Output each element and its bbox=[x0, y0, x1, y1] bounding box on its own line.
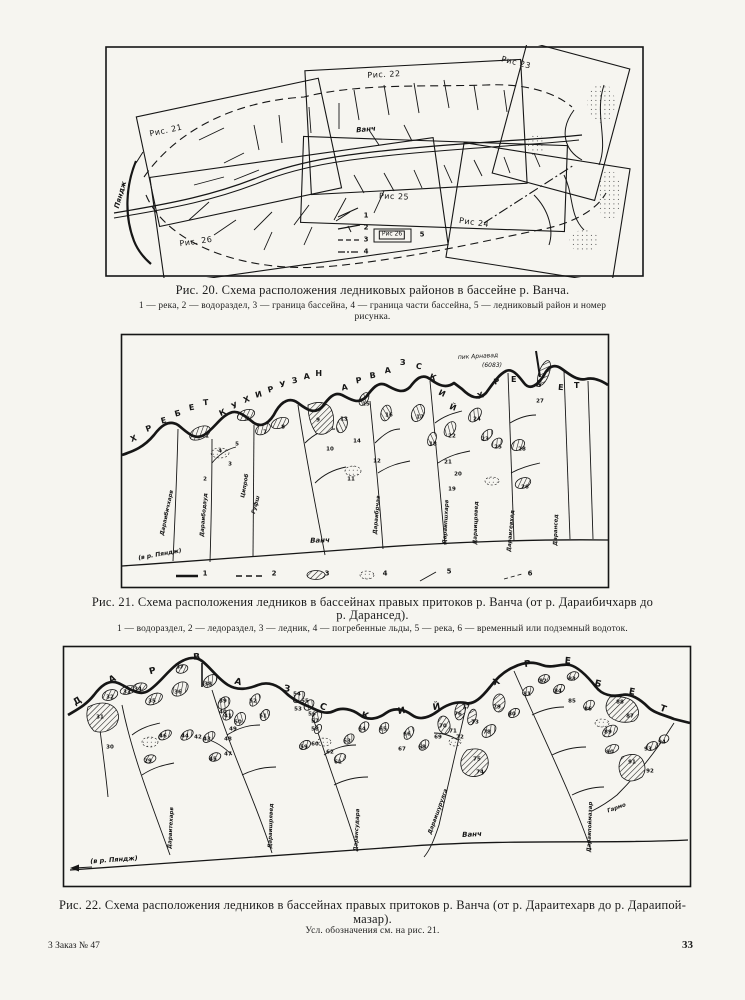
map-label: 1 bbox=[202, 569, 208, 578]
map-label: 3 bbox=[363, 235, 369, 244]
glacier-number: 72 bbox=[456, 734, 464, 741]
map-label: Т bbox=[202, 397, 210, 408]
map-label: Т bbox=[658, 703, 669, 716]
glacier-number: 17 bbox=[416, 414, 424, 421]
glacier-number: 80 bbox=[508, 711, 516, 718]
map-label: Ванч bbox=[355, 124, 377, 135]
map-label: Е bbox=[564, 656, 572, 667]
map-label: Р bbox=[148, 665, 158, 678]
map-label: 1 bbox=[363, 211, 369, 220]
glacier-number: 31 bbox=[96, 714, 104, 721]
glacier-number: 37 bbox=[176, 664, 184, 671]
glacier-number: 39 bbox=[219, 698, 227, 705]
glacier-number: 68 bbox=[418, 744, 426, 751]
map-label: Т bbox=[574, 381, 580, 390]
glacier-number: 48 bbox=[224, 736, 232, 743]
glacier-number: 28 bbox=[518, 446, 526, 453]
glacier-number: 30 bbox=[106, 744, 114, 751]
map-label: Ванч bbox=[461, 829, 483, 840]
glacier-number: 19 bbox=[448, 486, 456, 493]
figure-21-map bbox=[120, 333, 610, 589]
glacier-number: 65 bbox=[379, 726, 387, 733]
map-label: Рис 23 bbox=[500, 54, 532, 71]
figure-21-caption-line1: Рис. 21. Схема расположения ледников в бассейнах правых притоков р. Ванча (от р. Дараибичхарв до bbox=[91, 595, 654, 609]
glacier-number: 71 bbox=[449, 728, 457, 735]
map-label: 2 bbox=[363, 223, 369, 232]
glacier-number: 85 bbox=[568, 698, 576, 705]
map-label: пик Арнавад bbox=[457, 351, 499, 362]
map-label: С bbox=[415, 361, 424, 372]
map-label: Дарансудара bbox=[353, 808, 362, 852]
glacier-number: 83 bbox=[568, 676, 576, 683]
glacier-number: 60 bbox=[311, 741, 319, 748]
glacier-number: 41 bbox=[224, 713, 232, 720]
map-label: Дараибичхарв bbox=[159, 489, 176, 537]
glacier-number: 26 bbox=[521, 484, 529, 491]
map-label: 5 bbox=[419, 230, 425, 239]
glacier-number: 21 bbox=[444, 459, 452, 466]
map-label: Б bbox=[173, 408, 183, 419]
map-label: Х bbox=[476, 390, 486, 401]
glacier-number: 55 bbox=[301, 698, 309, 705]
figure-20-legend-line2: рисунка. bbox=[354, 312, 391, 322]
map-label: Дараипоймазар bbox=[586, 801, 595, 853]
glacier-number: 6 bbox=[246, 416, 250, 423]
glacier-number: 45 bbox=[209, 756, 217, 763]
map-label: Гуфш bbox=[250, 495, 262, 515]
glacier-number: 49 bbox=[229, 726, 237, 733]
glacier-number: 7 bbox=[263, 429, 267, 436]
glacier-number: 40 bbox=[219, 709, 227, 716]
figure-20-caption: Рис. 20. Схема расположения ледниковых районов в бассейне р. Ванча. bbox=[175, 283, 570, 297]
glacier-number: 88 bbox=[616, 699, 624, 706]
glacier-number: 5 bbox=[235, 441, 239, 448]
map-label: 3 bbox=[324, 569, 330, 578]
map-label: Р bbox=[523, 658, 533, 671]
glacier-number: 33 bbox=[123, 689, 131, 696]
map-label: Дараибрчав bbox=[372, 495, 382, 535]
glacier-number: 93 bbox=[644, 746, 652, 753]
map-label: Дараишурулга bbox=[427, 788, 450, 836]
figure-20-map bbox=[104, 45, 645, 278]
map-label: Е bbox=[627, 687, 637, 699]
map-label: А bbox=[233, 676, 244, 689]
map-label: Рис 24 bbox=[458, 215, 490, 230]
glacier-number: 22 bbox=[448, 433, 456, 440]
glacier-number: 69 bbox=[434, 734, 442, 741]
map-label: Дараигевхед bbox=[506, 509, 517, 553]
map-label: У bbox=[229, 400, 240, 412]
glacier-number: 46 bbox=[159, 733, 167, 740]
map-label: (в р. Пяндж) bbox=[137, 547, 183, 562]
map-label: З bbox=[282, 683, 292, 696]
glacier-number: 43 bbox=[203, 736, 211, 743]
map-label: Д bbox=[71, 695, 84, 709]
glacier-number: 82 bbox=[539, 678, 547, 685]
glacier-number: 14 bbox=[353, 438, 361, 445]
map-label: К bbox=[428, 372, 439, 383]
figure-22-map bbox=[62, 645, 692, 888]
map-label: Х bbox=[129, 433, 139, 444]
map-label: Р bbox=[266, 384, 276, 395]
map-label: Дараишрявед bbox=[267, 803, 276, 849]
glacier-number: 70 bbox=[439, 723, 447, 730]
glacier-number: 52 bbox=[249, 698, 257, 705]
figure-22-caption-line1: Рис. 22. Схема расположения ледников в бассейнах правых притоков р. Ванча (от р. Дараитехарв до р. Дараипой- bbox=[58, 898, 687, 912]
map-label: Дарансед bbox=[552, 514, 560, 546]
glacier-number: 56 bbox=[308, 711, 316, 718]
map-label: Пяндж bbox=[112, 180, 129, 210]
map-label: Рис 26 bbox=[379, 231, 405, 240]
map-label: А bbox=[303, 371, 311, 382]
glacier-number: 64 bbox=[358, 726, 366, 733]
map-label: Рис 25 bbox=[378, 191, 410, 202]
map-label: И bbox=[437, 387, 448, 400]
glacier-number: 16 bbox=[385, 412, 393, 419]
map-label: А bbox=[107, 673, 119, 686]
glacier-number: 44 bbox=[181, 733, 189, 740]
map-label: З bbox=[291, 375, 299, 386]
map-label: 4 bbox=[382, 569, 388, 578]
map-label: Е bbox=[159, 415, 168, 426]
glacier-number: 94 bbox=[658, 739, 666, 746]
map-label: Рис. 26 bbox=[178, 234, 213, 249]
map-label: (в р. Пяндж) bbox=[89, 854, 138, 866]
glacier-number: 79 bbox=[493, 704, 501, 711]
glacier-number: 58 bbox=[311, 726, 319, 733]
map-label: В bbox=[369, 370, 377, 381]
glacier-number: 76 bbox=[454, 711, 462, 718]
glacier-number: 91 bbox=[628, 759, 636, 766]
glacier-number: 24 bbox=[473, 416, 481, 423]
glacier-number: 10 bbox=[326, 446, 334, 453]
glacier-number: 81 bbox=[523, 691, 531, 698]
figure-21-caption-line2: р. Дарансед). bbox=[336, 608, 409, 622]
footer-page-number: 33 bbox=[682, 939, 693, 951]
glacier-number: 63 bbox=[343, 738, 351, 745]
glacier-number: 50 bbox=[234, 719, 242, 726]
figure-22-caption-line2: мазар). bbox=[353, 912, 392, 926]
map-label: Й bbox=[432, 701, 442, 714]
glacier-number: 62 bbox=[326, 749, 334, 756]
glacier-number: 23 bbox=[481, 436, 489, 443]
glacier-number: 42 bbox=[194, 734, 202, 741]
map-label: 6 bbox=[527, 569, 533, 578]
glacier-number: 4 bbox=[218, 448, 222, 455]
figure-22-note: Усл. обозначения см. на рис. 21. bbox=[305, 926, 440, 936]
glacier-number: 13 bbox=[340, 416, 348, 423]
map-label: Р bbox=[144, 423, 154, 434]
glacier-number: 59 bbox=[300, 744, 308, 751]
glacier-number: 86 bbox=[584, 706, 592, 713]
map-label: К bbox=[217, 406, 228, 419]
map-label: Дараибодауд bbox=[199, 492, 210, 538]
map-label: Х bbox=[491, 676, 502, 689]
figure-20-drawing bbox=[104, 45, 645, 278]
glacier-number: 89 bbox=[604, 729, 612, 736]
glacier-number: 77 bbox=[462, 704, 470, 711]
glacier-number: 35 bbox=[148, 698, 156, 705]
map-label: Гармо bbox=[606, 802, 627, 815]
glacier-number: 34 bbox=[134, 686, 142, 693]
glacier-number: 92 bbox=[646, 768, 654, 775]
map-label: Рис. 22 bbox=[367, 69, 401, 80]
glacier-number: 1 bbox=[205, 433, 209, 440]
map-label: З bbox=[399, 358, 407, 367]
map-label: 5 bbox=[446, 567, 452, 576]
map-label: 2 bbox=[271, 569, 277, 578]
map-label: Е bbox=[188, 402, 196, 413]
glacier-number: 11 bbox=[347, 476, 355, 483]
glacier-number: 27 bbox=[536, 398, 544, 405]
glacier-number: 9 bbox=[316, 417, 320, 424]
footer-order-number: 3 Заказ № 47 bbox=[48, 941, 100, 951]
map-label: Рис. 21 bbox=[148, 122, 184, 139]
map-label: 4 bbox=[363, 247, 369, 256]
map-label: Х bbox=[242, 394, 252, 405]
glacier-number: 54 bbox=[293, 691, 301, 698]
glacier-number: 61 bbox=[334, 759, 342, 766]
map-label: И bbox=[254, 389, 264, 400]
map-label: (6083) bbox=[482, 362, 502, 369]
glacier-number: 84 bbox=[554, 688, 562, 695]
glacier-number: 18 bbox=[429, 441, 437, 448]
map-label: К bbox=[360, 710, 371, 723]
map-label: С bbox=[318, 701, 329, 714]
glacier-number: 73 bbox=[471, 719, 479, 726]
glacier-number: 8 bbox=[281, 424, 285, 431]
glacier-number: 53 bbox=[294, 706, 302, 713]
map-label: А bbox=[340, 382, 349, 393]
map-label: Ципроб bbox=[240, 473, 251, 499]
map-label: Дараипшхарв bbox=[442, 499, 451, 545]
glacier-number: 2 bbox=[203, 476, 207, 483]
map-label: У bbox=[278, 379, 287, 390]
glacier-number: 36 bbox=[174, 689, 182, 696]
map-label: Й bbox=[448, 402, 459, 413]
figure-20-legend-line1: 1 — река, 2 — водораздел, 3 — граница бассейна, 4 — граница части бассейна, 5 — ледниковый район и номер bbox=[138, 301, 607, 311]
glacier-number: 38 bbox=[204, 681, 212, 688]
figure-21-legend: 1 — водораздел, 2 — ледораздел, 3 — ледник, 4 — погребенные льды, 5 — река, 6 — временный или подземный водоток. bbox=[117, 624, 628, 634]
map-label: Е bbox=[511, 375, 517, 384]
figure-21-drawing bbox=[120, 333, 610, 589]
glacier-number: 29 bbox=[144, 758, 152, 765]
figure-22-drawing bbox=[62, 645, 692, 888]
glacier-number: 15 bbox=[362, 401, 370, 408]
glacier-number: 75 bbox=[473, 756, 481, 763]
glacier-number: 87 bbox=[626, 713, 634, 720]
glacier-number: 47 bbox=[224, 751, 232, 758]
map-label: Ванч bbox=[309, 536, 330, 545]
glacier-number: 3 bbox=[228, 461, 232, 468]
map-label: Б bbox=[535, 379, 544, 390]
map-label: И bbox=[397, 705, 407, 718]
map-label: Дараитехарв bbox=[167, 806, 176, 849]
map-label: В bbox=[192, 652, 202, 663]
glacier-number: 78 bbox=[483, 729, 491, 736]
glacier-number: 67 bbox=[398, 746, 406, 753]
glacier-number: 57 bbox=[311, 718, 319, 725]
glacier-number: 66 bbox=[403, 731, 411, 738]
glacier-number: 32 bbox=[106, 694, 114, 701]
glacier-number: 25 bbox=[494, 444, 502, 451]
glacier-number: 51 bbox=[259, 713, 267, 720]
map-label: Р bbox=[492, 376, 502, 387]
map-label: Н bbox=[315, 369, 323, 378]
glacier-number: 12 bbox=[373, 458, 381, 465]
map-label: Б bbox=[593, 678, 603, 691]
map-label: Е bbox=[557, 382, 565, 393]
glacier-number: 90 bbox=[606, 749, 614, 756]
map-label: Р bbox=[354, 375, 363, 386]
glacier-number: 74 bbox=[476, 769, 484, 776]
map-label: А bbox=[384, 365, 392, 376]
glacier-number: 20 bbox=[454, 471, 462, 478]
map-label: Дараицрявед bbox=[472, 501, 481, 545]
